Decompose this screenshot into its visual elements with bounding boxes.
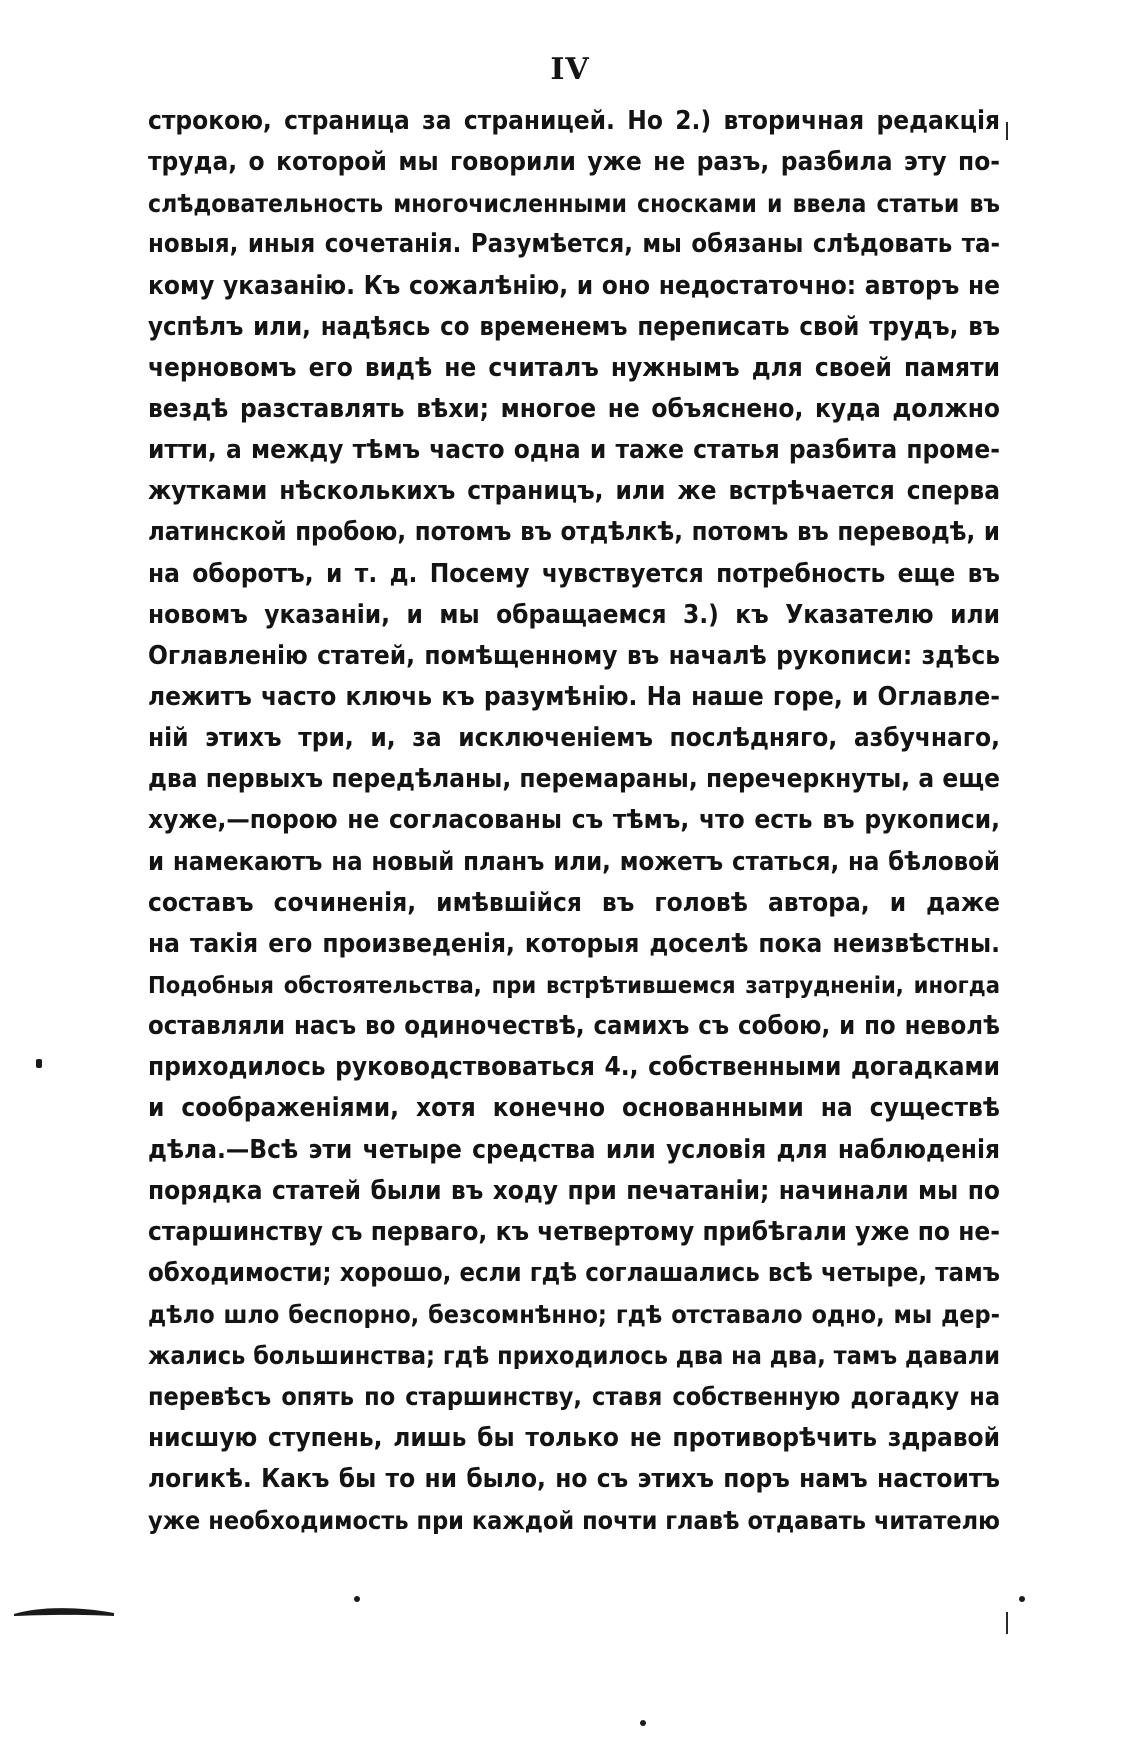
- text-line: Подобныя обстоятельства, при встрѣтившемся затрудненіи, иногда: [148, 970, 1000, 999]
- text-line: дѣла.—Всѣ эти четыре средства или условія для наблюденія: [148, 1134, 1000, 1165]
- text-line: на такія его произведенія, которыя доселѣ пока неизвѣстны.: [148, 928, 1000, 959]
- text-line: латинской пробою, потомъ въ отдѣлкѣ, потомъ въ переводѣ, и: [148, 517, 1000, 548]
- text-line: слѣдовательность многочисленными сносками и ввела статьи въ: [148, 189, 1000, 219]
- text-line: хуже,—порою не согласованы съ тѣмъ, что есть въ рукописи,: [148, 805, 1000, 836]
- text-line: новыя, иныя сочетанія. Разумѣется, мы обязаны слѣдовать та-: [148, 229, 1000, 260]
- text-line: успѣлъ или, надѣясь со временемъ переписать свой трудъ, въ: [148, 311, 1000, 342]
- page-edge-mark: [14, 1604, 114, 1618]
- text-line: лежитъ часто ключь къ разумѣнію. На наше горе, и Оглавле-: [148, 681, 1000, 712]
- text-line: оставляли насъ во одиночествѣ, самихъ съ собою, и по неволѣ: [148, 1011, 1000, 1042]
- text-line: и намекаютъ на новый планъ или, можетъ статься, на бѣловой: [148, 846, 1000, 877]
- text-line: жутками нѣсколькихъ страницъ, или же встрѣчается сперва: [148, 476, 1000, 507]
- text-line: дѣло шло беспорно, безсомнѣнно; гдѣ отставало одно, мы дер-: [148, 1300, 1000, 1330]
- text-line: составъ сочиненія, имѣвшійся въ головѣ автора, и даже: [148, 887, 1000, 918]
- text-line: вездѣ разставлять вѣхи; многое не объяснено, куда должно: [148, 393, 1000, 424]
- body-text: [148, 101, 1000, 1541]
- text-line: труда, о которой мы говорили уже не разъ, разбила эту по-: [148, 147, 1000, 178]
- margin-speck: [36, 1059, 42, 1068]
- text-line: новомъ указаніи, и мы обращаемся 3.) къ Указателю или: [148, 599, 1000, 630]
- scan-speck: [1019, 1596, 1025, 1602]
- text-line: перевѣсъ опять по старшинству, ставя собственную догадку на: [148, 1382, 1000, 1412]
- text-line: приходилось руководствоваться 4., собственными догадками: [148, 1052, 1000, 1083]
- page-number: IV: [550, 52, 590, 87]
- text-line: нисшую ступень, лишь бы только не противорѣчить здравой: [148, 1422, 1000, 1453]
- right-margin-rule-top: [1006, 122, 1008, 140]
- scan-speck: [640, 1720, 646, 1726]
- text-line: жались большинства; гдѣ приходилось два на два, тамъ давали: [148, 1341, 1000, 1371]
- text-line: кому указанію. Къ сожалѣнію, и оно недостаточно: авторъ не: [148, 270, 1000, 301]
- text-line: уже необходимость при каждой почти главѣ отдавать читателю: [148, 1505, 1000, 1535]
- text-line: логикѣ. Какъ бы то ни было, но съ этихъ поръ намъ настоитъ: [148, 1463, 1000, 1494]
- text-line: строкою, страница за страницей. Но 2.) вторичная редакція: [148, 106, 1000, 136]
- text-line: Оглавленію статей, помѣщенному въ началѣ рукописи: здѣсь: [148, 640, 1000, 671]
- right-margin-rule-bottom: [1006, 1612, 1008, 1634]
- text-line: два первыхъ передѣланы, перемараны, перечеркнуты, а еще: [148, 764, 1000, 795]
- scan-speck: [354, 1596, 360, 1602]
- text-line: итти, а между тѣмъ часто одна и таже статья разбита проме-: [148, 435, 1000, 466]
- text-line: обходимости; хорошо, если гдѣ соглашались всѣ четыре, тамъ: [148, 1257, 1000, 1288]
- text-line: порядка статей были въ ходу при печатаніи; начинали мы по: [148, 1175, 1000, 1206]
- text-line: ній этихъ три, и, за исключеніемъ послѣдняго, азбучнаго,: [148, 723, 1000, 754]
- text-line: черновомъ его видѣ не считалъ нужнымъ для своей памяти: [148, 352, 1000, 383]
- text-line: старшинству съ перваго, къ четвертому прибѣгали уже по не-: [148, 1216, 1000, 1247]
- text-line: на оборотъ, и т. д. Посему чувствуется потребность еще въ: [148, 558, 1000, 589]
- text-line: и соображеніями, хотя конечно основанными на существѣ: [148, 1093, 1000, 1124]
